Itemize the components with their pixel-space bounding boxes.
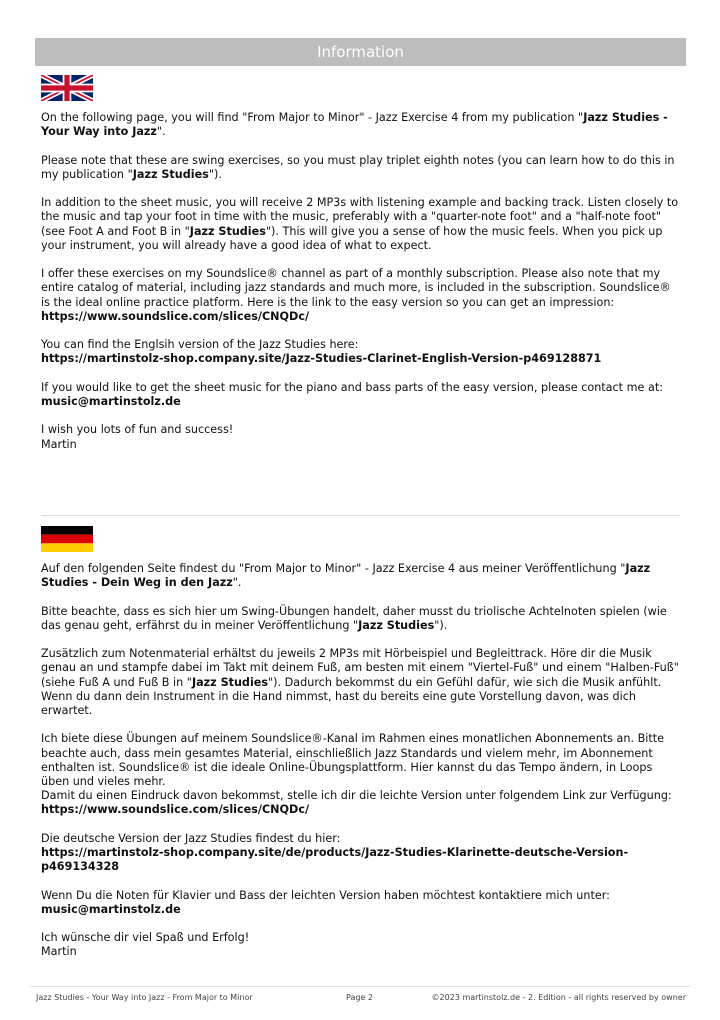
footer-divider xyxy=(30,986,690,987)
german-swing-note: Bitte beachte, dass es sich hier um Swing-Übungen handelt, daher musst du triolische Achtelnoten spielen (wie das genau geht, erfährst du in meiner Veröffentlichung "Jazz Studies"). xyxy=(41,604,667,632)
german-contact-info: Wenn Du die Noten für Klavier und Bass der leichten Version haben möchtest kontaktiere mich unter: music@martinstolz.de xyxy=(41,888,610,916)
english-closing: I wish you lots of fun and success! Martin xyxy=(41,423,234,451)
section-divider xyxy=(41,515,680,516)
english-signature: Martin xyxy=(41,437,77,451)
german-section xyxy=(41,526,681,960)
german-signature: Martin xyxy=(41,945,77,959)
shop-link[interactable]: https://martinstolz-shop.company.site/Jazz-Studies-Clarinet-English-Version-p469128871 xyxy=(41,352,602,366)
information-header xyxy=(35,38,686,66)
german-mp3-info: Zusätzlich zum Notenmaterial erhältst du jeweils 2 MP3s mit Hörbeispiel und Begleittrack. Höre dir die Musik genau an und stampfe dabei im Takt mit deinem Fuß, am besten mit einem "Viertel-Fuß" und einem "Halben-Fuß" (siehe Fuß A und Fuß B in "Jazz Studies"). Dadurch bekommst du ein Gefühl dafür, wie sich die Musik anfühlt. Wenn du dann dein Instrument in die Hand nimmst, hast du bereits eine gute Vorstellung davon, was dich erwartet. xyxy=(41,647,679,717)
footer-copyright: ©2023 martinstolz.de - 2. Edition - all rights reserved by owner xyxy=(431,993,686,1002)
english-section xyxy=(41,75,681,452)
footer-left: Jazz Studies - Your Way into Jazz - From Major to Minor xyxy=(36,993,253,1002)
english-intro: On the following page, you will find "From Major to Minor" - Jazz Exercise 4 from my publication "Jazz Studies - Your Way into Jazz". xyxy=(41,111,668,139)
german-intro: Auf den folgenden Seite findest du "From Major to Minor" - Jazz Exercise 4 aus meiner Veröffentlichung "Jazz Studies - Dein Weg in den Jazz". xyxy=(41,562,651,590)
shop-link-de[interactable]: https://martinstolz-shop.company.site/de/products/Jazz-Studies-Klarinette-deutsche-Version-p469134328 xyxy=(41,846,629,874)
german-flag-icon xyxy=(41,526,93,552)
english-shop-info: You can find the Englsih version of the Jazz Studies here: https://martinstolz-shop.company.site/Jazz-Studies-Clarinet-English-Version-p469128871 xyxy=(41,338,602,366)
english-swing-note: Please note that these are swing exercises, so you must play triplet eighth notes (you can learn how to do this in my publication "Jazz Studies"). xyxy=(41,153,675,181)
german-closing: Ich wünsche dir viel Spaß und Erfolg! Martin xyxy=(41,931,250,959)
english-soundslice-info: I offer these exercises on my Soundslice® channel as part of a monthly subscription. Please also note that my entire catalog of material, including jazz standards and much more, is included in the subscription. Soundslice® is the ideal online practice platform. Here is the link to the easy version so you can get an impression: https://www.soundslice.com/slices/CNQDc/ xyxy=(41,267,671,323)
email-link[interactable]: music@martinstolz.de xyxy=(41,394,181,408)
english-contact-info: If you would like to get the sheet music for the piano and bass parts of the easy version, please contact me at: music@martinstolz.de xyxy=(41,380,663,408)
page-number: Page 2 xyxy=(346,993,373,1002)
uk-flag-icon xyxy=(41,75,93,101)
email-link-de[interactable]: music@martinstolz.de xyxy=(41,902,181,916)
soundslice-link-de[interactable]: https://www.soundslice.com/slices/CNQDc/ xyxy=(41,803,310,817)
german-soundslice-info: Ich biete diese Übungen auf meinem Soundslice®-Kanal im Rahmen eines monatlichen Abonnements an. Bitte beachte auch, dass mein gesamtes Material, einschließlich Jazz Standards und vielem mehr, im Abonnement enthalten ist. Soundslice® ist die ideale Online-Übungsplattform. Hier kannst du das Tempo ändern, in Loops üben und vieles mehr. Damit du einen Eindruck davon bekommst, stelle ich dir die leichte Version unter folgendem Link zur Verfügung: https://www.soundslice.com/slices/CNQDc/ xyxy=(41,732,672,817)
german-shop-info: Die deutsche Version der Jazz Studies findest du hier: https://martinstolz-shop.company.site/de/products/Jazz-Studies-Klarinette-deutsche-Version-p469134328 xyxy=(41,831,629,874)
header-title: Information xyxy=(317,43,404,61)
english-mp3-info: In addition to the sheet music, you will receive 2 MP3s with listening example and backing track. Listen closely to the music and tap your foot in time with the music, preferably with a "quarter-note foot" and a "half-note foot" (see Foot A and Foot B in "Jazz Studies"). This will give you a sense of how the music feels. When you pick up your instrument, you will already have a good idea of what to expect. xyxy=(41,196,679,252)
soundslice-link[interactable]: https://www.soundslice.com/slices/CNQDc/ xyxy=(41,309,310,323)
